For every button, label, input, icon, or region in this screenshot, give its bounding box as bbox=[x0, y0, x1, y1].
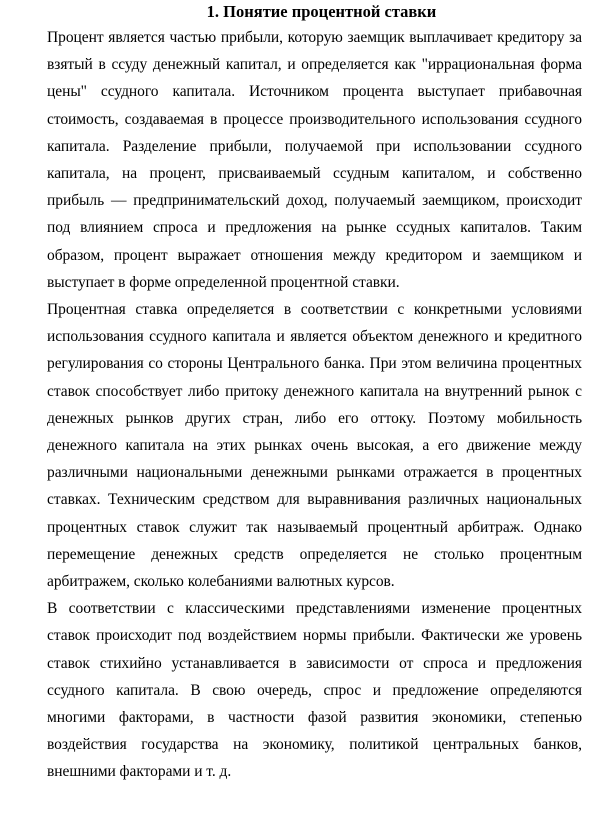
paragraph-2: Процентная ставка определяется в соответствии с конкретными условиями использования ссудного капитала и является объектом денежного и кредитного регулирования со стороны Центрального банка. При этом величина процентных ставок способствует либо притоку денежного капитала на внутренний рынок с денежных рынков других стран, либо его оттоку. Поэтому мобильность денежного капитала на этих рынках очень высокая, а его движение между различными национальными денежными рынками отражается в процентных ставках. Техническим средством для выравнивания различных национальных процентных ставок служит так называемый процентный арбитраж. Однако перемещение денежных средств определяется не столько процентным арбитражем, сколько колебаниями валютных курсов. bbox=[47, 301, 582, 591]
paragraph-3: В соответствии с классическими представлениями изменение процентных ставок происходит под воздействием нормы прибыли. Фактически же уровень ставок стихийно устанавливается в зависимости от спроса и предложения ссудного капитала. В свою очередь, спрос и предложение определяются многими факторами, в частности фазой развития экономики, степенью воздействия государства на экономику, политикой центральных банков, внешними факторами и т. д. bbox=[47, 600, 582, 781]
paragraph-1: Процент является частью прибыли, которую заемщик выплачивает кредитору за взятый в ссуду денежный капитал, и определяется как "иррациональная форма цены" ссудного капитала. Источником процента выступает прибавочная стоимость, создаваемая в процессе производительного использования ссудного капитала. Разделение прибыли, получаемой при использовании ссудного капитала, на процент, присваиваемый ссудным капиталом, и собственно прибыль — предпринимательский доход, получаемый заемщиком, происходит под влиянием спроса и предложения на рынке ссудных капиталов. Таким образом, процент выражает отношения между кредитором и заемщиком и выступает в форме определенной процентной ставки. bbox=[47, 29, 582, 291]
section-heading: 1. Понятие процентной ставки bbox=[206, 2, 437, 21]
